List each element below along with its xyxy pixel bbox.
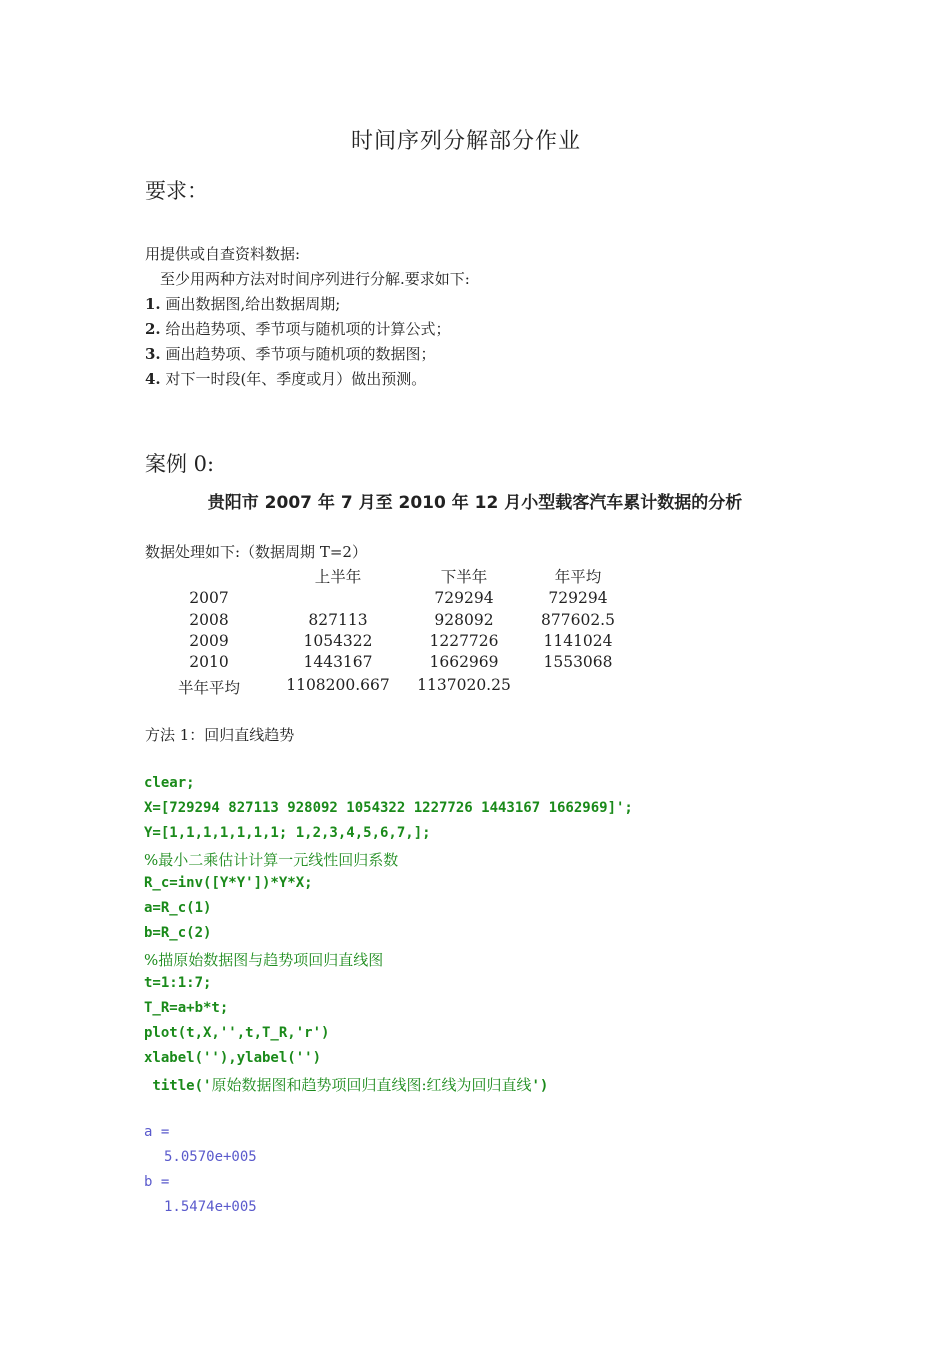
code-line: X=[729294 827113 928092 1054322 1227726 1443167 1662969]'; [144,800,633,816]
table-cell: 1227726 [429,632,499,650]
processing-note: 数据处理如下:（数据周期 T=2） [145,543,367,561]
table-header-avg: 年平均 [554,568,602,586]
table-cell: 1553068 [543,653,613,671]
code-title-suffix: ') [531,1078,549,1094]
requirement-text: 画出数据图,给出数据周期; [165,295,341,313]
table-header-h1: 上半年 [314,568,362,586]
case-subtitle: 贵阳市 2007 年 7 月至 2010 年 12 月小型载客汽车累计数据的分析 [207,493,743,513]
code-comment: %最小二乘估计计算一元线性回归系数 [144,851,399,869]
table-cell: 2008 [189,611,229,629]
table-cell: 2009 [189,632,229,650]
code-comment: %描原始数据图与趋势项回归直线图 [144,951,384,969]
table-cell: 827113 [308,611,368,629]
document-title: 时间序列分解部分作业 [350,129,581,154]
table-header-h2: 下半年 [440,568,488,586]
code-line: Y=[1,1,1,1,1,1,1; 1,2,3,4,5,6,7,]; [144,825,431,841]
requirement-number: 3. [145,345,161,363]
table-cell: 1054322 [303,632,373,650]
code-title-arg: 原始数据图和趋势项回归直线图:红线为回归直线 [211,1076,532,1094]
method-1-heading: 方法 1：回归直线趋势 [145,726,295,744]
requirement-item [145,368,426,389]
table-cell: 1141024 [543,632,613,650]
code-line-title [144,1074,548,1095]
requirement-item [145,293,340,314]
table-cell: 1443167 [303,653,373,671]
output-label-a: a = [144,1124,170,1140]
code-line: T_R=a+b*t; [144,1000,229,1016]
requirements-heading: 要求： [145,179,208,203]
table-cell: 729294 [548,589,608,607]
output-value-a: 5.0570e+005 [164,1149,257,1165]
table-cell: 2010 [189,653,229,671]
code-line: xlabel(''),ylabel('') [144,1050,322,1066]
requirement-text: 画出趋势项、季节项与随机项的数据图； [165,345,436,363]
code-line: t=1:1:7; [144,975,212,991]
table-cell: 1662969 [429,653,499,671]
output-value-b: 1.5474e+005 [164,1199,257,1215]
requirement-text: 给出趋势项、季节项与随机项的计算公式； [165,320,451,338]
code-line: b=R_c(2) [144,925,212,941]
requirements-intro-1: 用提供或自查资料数据: [145,245,301,263]
requirement-text: 对下一时段(年、季度或月）做出预测。 [165,370,427,388]
code-line: plot(t,X,'',t,T_R,'r') [144,1025,330,1041]
code-line: a=R_c(1) [144,900,212,916]
code-title-prefix: title(' [144,1078,212,1094]
table-cell: 1108200.667 [286,676,390,694]
requirement-item [145,318,450,339]
requirement-number: 1. [145,295,161,313]
table-cell: 2007 [189,589,229,607]
code-line: clear; [144,775,195,791]
requirement-item [145,343,435,364]
requirement-number: 2. [145,320,161,338]
code-line: R_c=inv([Y*Y'])*Y*X; [144,875,313,891]
table-cell: 半年平均 [177,679,240,697]
output-label-b: b = [144,1174,170,1190]
table-cell: 1137020.25 [417,676,511,694]
table-cell: 729294 [434,589,494,607]
requirement-number: 4. [145,370,161,388]
table-cell: 928092 [434,611,494,629]
case-heading: 案例 0: [145,452,215,476]
requirements-intro-2: 至少用两种方法对时间序列进行分解.要求如下: [160,270,470,288]
table-cell: 877602.5 [541,611,615,629]
